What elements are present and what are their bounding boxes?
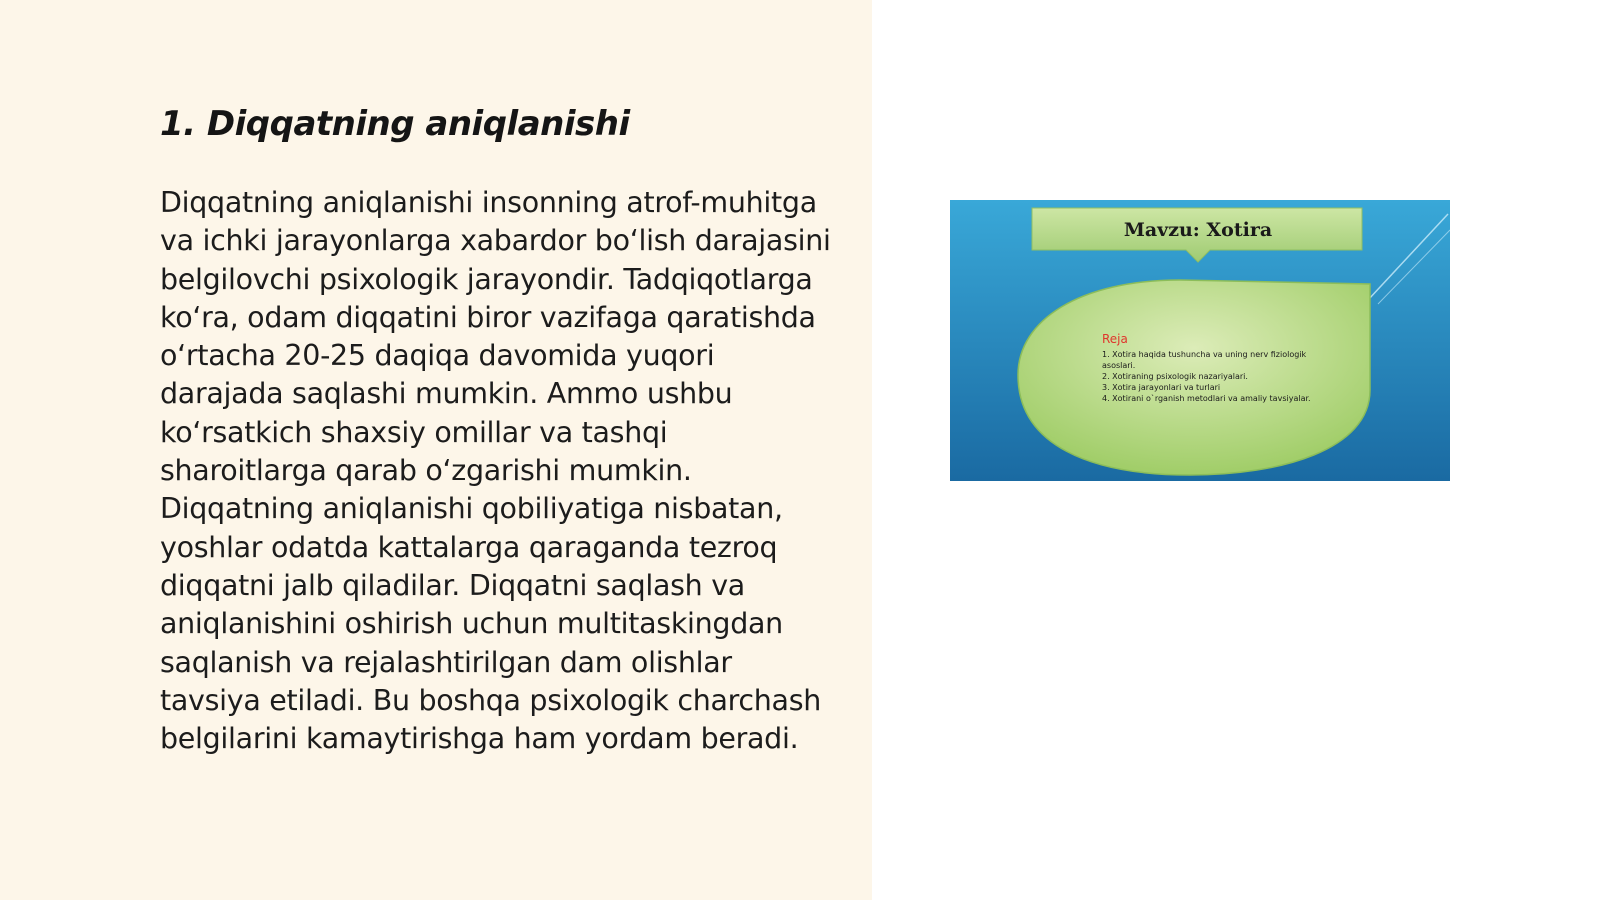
slide-body-text: Diqqatning aniqlanishi insonning atrof-muhitga va ichki jarayonlarga xabardor bo‘lish darajasini belgilovchi psixologik jarayondir. Tadqiqotlarga ko‘ra, odam diqqatini biror vazifaga qaratishda o‘rtacha 20-25 daqiqa davomida yuqori darajada saqlashi mumkin. Ammo ushbu ko‘rsatkich shaxsiy omillar va tashqi sharoitlarga qarab o‘zgarishi mumkin. Diqqatning aniqlanishi qobiliyatiga nisbatan, yoshlar odatda kattalarga qaraganda tezroq diqqatni jalb qiladilar. Diqqatni saqlash va aniqlanishini oshirish uchun multitaskingdan saqlanish va rejalashtirilgan dam olishlar tavsiya etiladi. Bu boshqa psixologik charchash belgilarini kamaytirishga ham yordam beradi.	[160, 186, 831, 756]
thumbnail-plan-item: 4. Xotirani o`rganish metodlari va amaliy tavsiyalar.	[1102, 394, 1311, 403]
thumbnail-plan-item: 1. Xotira haqida tushuncha va uning nerv fiziologik	[1102, 350, 1307, 359]
thumbnail-plan-heading: Reja	[1102, 332, 1128, 346]
slide-title: 1. Diqqatning aniqlanishi	[160, 104, 630, 144]
thumbnail-graphic	[950, 200, 1450, 481]
thumbnail-topic: Mavzu: Xotira	[1123, 219, 1273, 241]
thumbnail-plan-item: 2. Xotiraning psixologik nazariyalari.	[1102, 372, 1248, 381]
slide-thumbnail-image	[950, 200, 1450, 481]
thumbnail-plan-item: asoslari.	[1102, 361, 1136, 370]
thumbnail-plan-item: 3. Xotira jarayonlari va turlari	[1102, 383, 1221, 392]
